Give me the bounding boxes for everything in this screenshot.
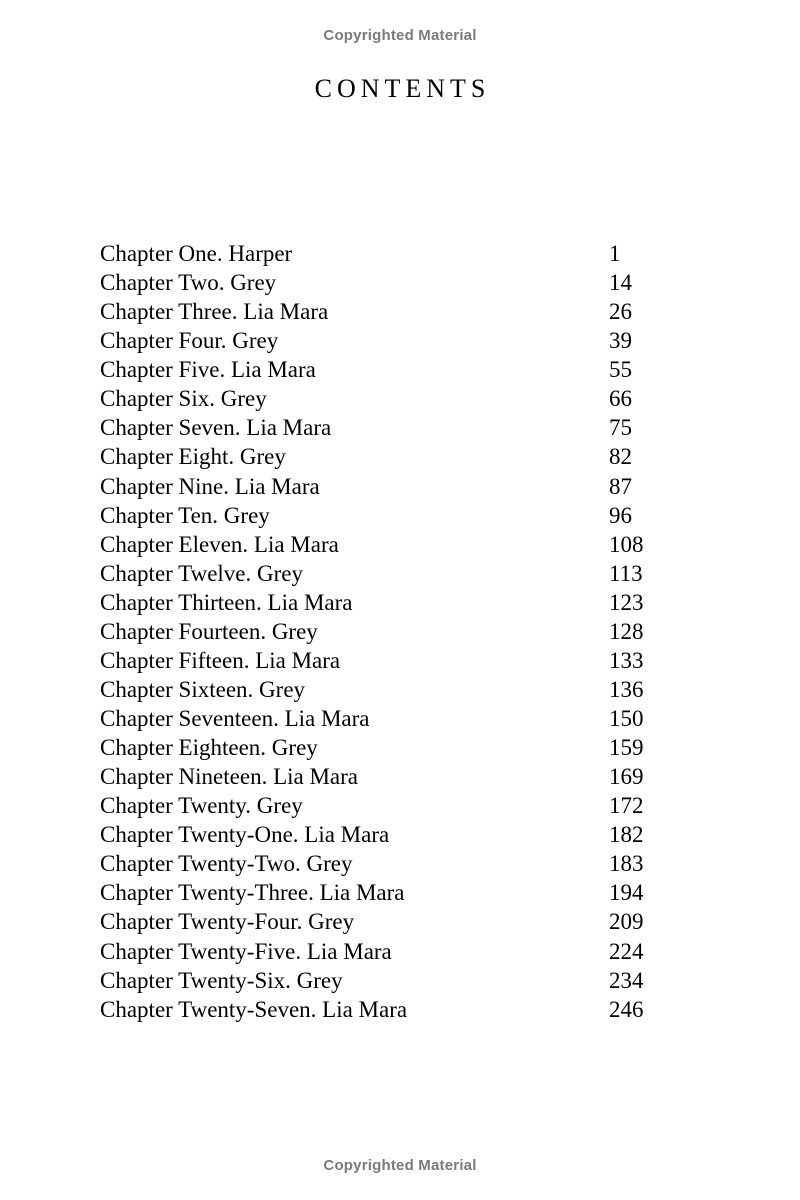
toc-entry: [100, 326, 660, 355]
toc-entry-title: Chapter Eleven. Lia Mara: [100, 531, 339, 557]
toc-entry-title: Chapter Six. Grey: [100, 386, 267, 412]
toc-entry: [100, 820, 660, 849]
toc-entry-title: Chapter Fourteen. Grey: [100, 618, 318, 644]
toc-entry: [100, 704, 660, 733]
toc-entry-title: Chapter Twenty-Seven. Lia Mara: [100, 996, 408, 1022]
toc-entry-title: Chapter Ten. Grey: [100, 502, 270, 528]
toc-entry-title: Chapter Nine. Lia Mara: [100, 473, 320, 499]
toc-entry: [100, 442, 660, 471]
toc-entry-title: Chapter Seventeen. Lia Mara: [100, 706, 370, 731]
toc-entry: [100, 762, 660, 791]
toc-entry-title: Chapter Twenty-One. Lia Mara: [100, 822, 390, 848]
toc-entry-title: Chapter Sixteen. Grey: [100, 676, 306, 702]
toc-entry-page-number: 209: [609, 909, 644, 935]
table-of-contents: [100, 239, 660, 1024]
copyright-watermark-bottom: Copyrighted Material: [323, 1157, 477, 1174]
toc-entry-page-number: 87: [609, 473, 632, 499]
copyright-watermark-top: Copyrighted Material: [323, 27, 477, 44]
toc-entry-title: Chapter Four. Grey: [100, 328, 279, 354]
toc-entry-page-number: 26: [609, 299, 632, 325]
toc-entry-page-number: 159: [609, 735, 644, 761]
toc-entry-page-number: 182: [609, 822, 644, 848]
toc-entry: [100, 791, 660, 820]
toc-entry-title: Chapter Twelve. Grey: [100, 560, 303, 586]
toc-entry-title: Chapter Seven. Lia Mara: [100, 415, 332, 441]
toc-entry-page-number: 1: [609, 241, 621, 266]
toc-entry: [100, 268, 660, 297]
toc-entry-page-number: 75: [609, 415, 632, 441]
toc-entry-title: Chapter Thirteen. Lia Mara: [100, 589, 353, 615]
toc-entry-page-number: 66: [609, 386, 632, 412]
toc-entry-page-number: 172: [609, 793, 644, 819]
toc-entry-title: Chapter Twenty-Two. Grey: [100, 851, 353, 877]
toc-entry-title: Chapter Twenty. Grey: [100, 793, 303, 819]
toc-entry-title: Chapter Twenty-Four. Grey: [100, 909, 355, 935]
toc-entry-title: Chapter Nineteen. Lia Mara: [100, 764, 358, 790]
toc-entry: [100, 384, 660, 413]
toc-entry-page-number: 133: [609, 647, 644, 673]
toc-entry: [100, 413, 660, 442]
toc-entry: [100, 617, 660, 646]
toc-entry-page-number: 82: [609, 444, 632, 470]
toc-entry-page-number: 234: [609, 967, 644, 993]
toc-entry-page-number: 14: [609, 270, 632, 296]
toc-entry: [100, 501, 660, 530]
toc-entry-title: Chapter Five. Lia Mara: [100, 357, 316, 383]
toc-entry: [100, 588, 660, 617]
toc-entry-page-number: 224: [609, 938, 644, 964]
toc-entry-page-number: 150: [609, 706, 644, 731]
toc-entry: [100, 675, 660, 704]
toc-entry: [100, 297, 660, 326]
toc-entry-page-number: 39: [609, 328, 632, 354]
toc-entry-page-number: 136: [609, 676, 644, 702]
toc-entry-page-number: 246: [609, 996, 644, 1022]
toc-entry-title: Chapter Eight. Grey: [100, 444, 286, 470]
toc-entry-page-number: 128: [609, 618, 644, 644]
toc-entry: [100, 239, 660, 268]
toc-entry-title: Chapter Eighteen. Grey: [100, 735, 318, 761]
toc-entry-title: Chapter One. Harper: [100, 241, 293, 266]
toc-entry-title: Chapter Fifteen. Lia Mara: [100, 647, 341, 673]
toc-entry-title: Chapter Three. Lia Mara: [100, 299, 329, 325]
toc-entry: [100, 472, 660, 501]
toc-entry: [100, 733, 660, 762]
toc-entry: [100, 849, 660, 878]
toc-entry: [100, 559, 660, 588]
toc-entry: [100, 966, 660, 995]
page-title: CONTENTS: [314, 74, 491, 103]
toc-entry: [100, 995, 660, 1024]
toc-entry-title: Chapter Twenty-Three. Lia Mara: [100, 880, 405, 906]
toc-entry: [100, 907, 660, 936]
toc-entry-title: Chapter Twenty-Six. Grey: [100, 967, 343, 993]
toc-entry-page-number: 113: [609, 560, 643, 586]
toc-entry-page-number: 194: [609, 880, 644, 906]
toc-entry: [100, 878, 660, 907]
toc-entry-page-number: 123: [609, 589, 644, 615]
toc-entry: [100, 937, 660, 966]
toc-entry: [100, 530, 660, 559]
toc-entry: [100, 646, 660, 675]
toc-entry-title: Chapter Two. Grey: [100, 270, 277, 296]
toc-entry-title: Chapter Twenty-Five. Lia Mara: [100, 938, 392, 964]
toc-entry-page-number: 55: [609, 357, 632, 383]
toc-entry-page-number: 169: [609, 764, 644, 790]
toc-entry: [100, 355, 660, 384]
toc-entry-page-number: 108: [609, 531, 644, 557]
toc-entry-page-number: 183: [609, 851, 644, 877]
toc-entry-page-number: 96: [609, 502, 632, 528]
